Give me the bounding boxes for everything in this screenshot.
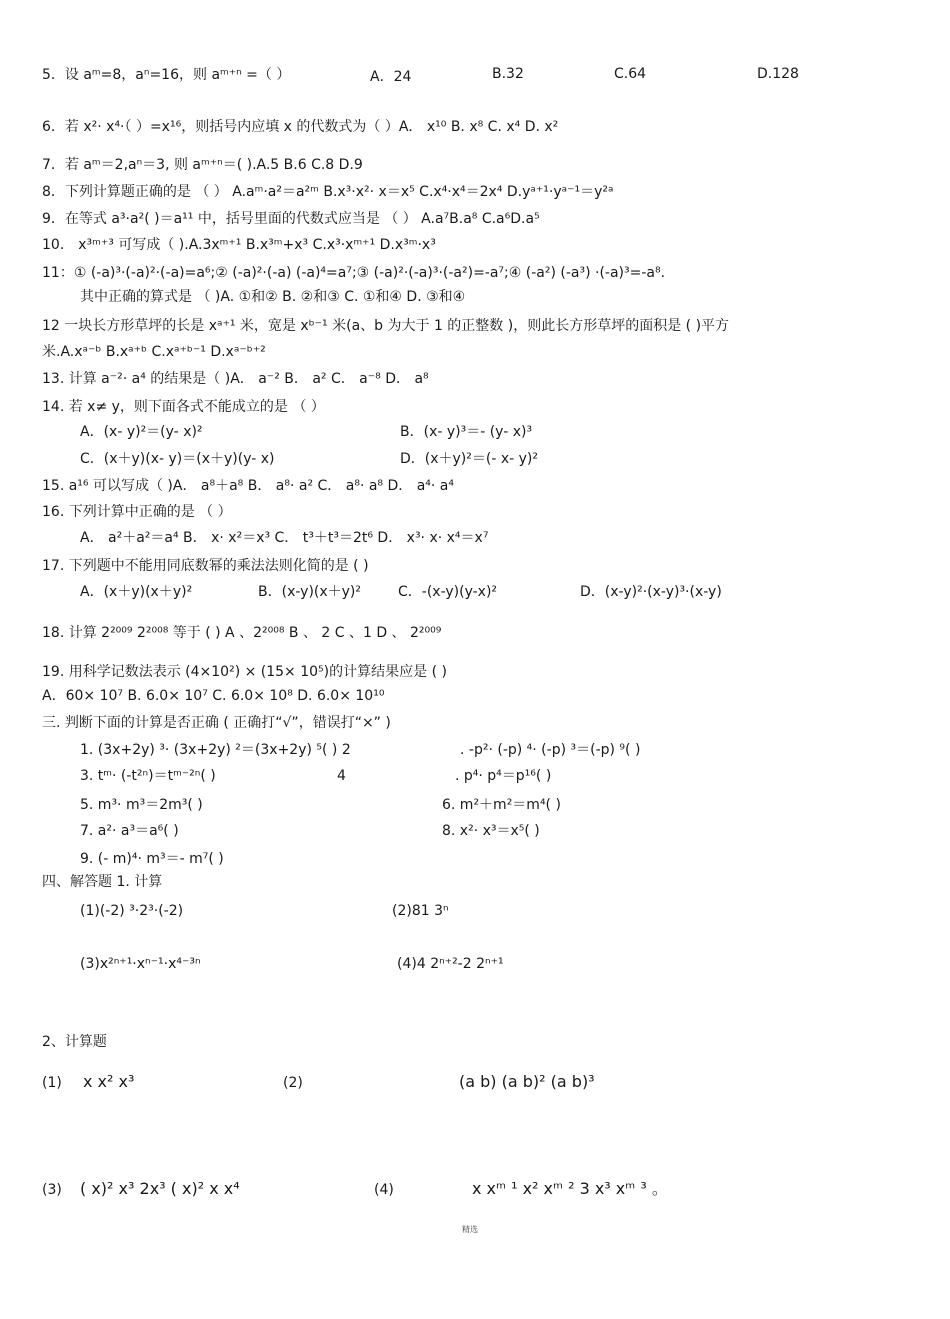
judge-item-9: 9. (- m)⁴· m³＝- m⁷( )	[80, 851, 224, 867]
compute-3-number: (3)	[42, 1182, 62, 1198]
question-16: 16. 下列计算中正确的是 （ ）	[42, 504, 232, 520]
calc-problem-1: (1)(-2) ³·2³·(-2)	[80, 903, 184, 919]
question-15: 15. a¹⁶ 可以写成（ )A． a⁸＋a⁸ B． a⁸· a² C． a⁸· a⁸ D． a⁴· a⁴	[42, 478, 455, 494]
judge-item-6: 6. m²＋m²＝m⁴( )	[442, 797, 561, 813]
question-14-option-c: C．(x＋y)(x- y)＝(x＋y)(y- x)	[80, 451, 275, 467]
question-5-option-a: A．24	[370, 69, 412, 85]
question-5	[42, 66, 290, 84]
judge-item-7: 7. a²· a³＝a⁶( )	[80, 823, 179, 839]
question-17-option-b: B．(x-y)(x＋y)²	[258, 584, 362, 600]
question-14-option-d: D．(x＋y)²＝(- x- y)²	[400, 451, 538, 467]
question-18: 18. 计算 2²⁰⁰⁹ 2²⁰⁰⁸ 等于 ( ) A 、2²⁰⁰⁸ B 、 2 C 、1 D 、 2²⁰⁰⁹	[42, 625, 442, 641]
question-17-option-d: D．(x-y)²·(x-y)³·(x-y)	[580, 584, 722, 600]
compute-2-expression: (a b) (a b)² (a b)³	[459, 1072, 595, 1091]
question-17-option-a: A．(x＋y)(x＋y)²	[80, 584, 193, 600]
question-11-line-2: 其中正确的算式是 （ )A. ①和② B. ②和③ C. ①和④ D. ③和④	[80, 289, 466, 305]
question-12-line-2: 米.A.xᵃ⁻ᵇ B.xᵃ⁺ᵇ C.xᵃ⁺ᵇ⁻¹ D.xᵃ⁻ᵇ⁺²	[42, 344, 266, 360]
judge-item-1: 1. (3x+2y) ³· (3x+2y) ²＝(3x+2y) ⁵( ) 2	[80, 742, 351, 758]
compute-1-expression: x x² x³	[83, 1072, 135, 1091]
section-5-heading: 2、计算题	[42, 1034, 107, 1050]
question-17: 17. 下列题中不能用同底数幂的乘法法则化简的是 ( )	[42, 558, 369, 574]
question-11-line-1: 11：① (-a)³·(-a)²·(-a)=a⁶;② (-a)²·(-a) (-a)⁴=a⁷;③ (-a)²·(-a)³·(-a²)=-a⁷;④ (-a²) (-a³) ·(-a)³=-a⁸.	[42, 265, 666, 281]
question-14-option-b: B．(x- y)³＝- (y- x)³	[400, 424, 533, 440]
calc-problem-3: (3)x²ⁿ⁺¹·xⁿ⁻¹·x⁴⁻³ⁿ	[80, 956, 201, 972]
section-3-heading: 三. 判断下面的计算是否正确 ( 正确打“√”，错误打“×” )	[42, 715, 391, 731]
question-12-line-1: 12 一块长方形草坪的长是 xᵃ⁺¹ 米，宽是 xᵇ⁻¹ 米(a、b 为大于 1 的正整数 )，则此长方形草坪的面积是 ( )平方	[42, 318, 730, 334]
question-17-option-c: C．-(x-y)(y-x)²	[398, 584, 498, 600]
judge-item-8: 8. x²· x³＝x⁵( )	[442, 823, 540, 839]
judge-item-5: 5. m³· m³＝2m³( )	[80, 797, 203, 813]
compute-4-number: (4)	[374, 1182, 394, 1198]
question-13: 13. 计算 a⁻²· a⁴ 的结果是（ )A． a⁻² B． a² C． a⁻⁸ D． a⁸	[42, 371, 429, 387]
question-5-option-b: B.32	[492, 66, 524, 82]
question-9: 9．在等式 a³·a²( )＝a¹¹ 中，括号里面的代数式应当是 （ ） A.a⁷B.a⁸ C.a⁶D.a⁵	[42, 211, 540, 227]
question-6: 6．若 x²· x⁴·（ ）=x¹⁶，则括号内应填 x 的代数式为（ ）A． x¹⁰ B. x⁸ C. x⁴ D. x²	[42, 119, 559, 135]
calc-problem-2: (2)81 3ⁿ	[392, 903, 449, 919]
footer-mark: 精选	[462, 1225, 478, 1234]
question-14: 14. 若 x≠ y，则下面各式不能成立的是 （ ）	[42, 399, 325, 415]
compute-2-number: (2)	[283, 1075, 303, 1091]
judge-item-4: . p⁴· p⁴＝p¹⁶( )	[455, 768, 552, 784]
question-16-options: A． a²＋a²＝a⁴ B． x· x²＝x³ C． t³＋t³＝2t⁶ D． x³· x· x⁴＝x⁷	[80, 530, 489, 546]
compute-4-expression: x xᵐ ¹ x² xᵐ ² 3 x³ xᵐ ³ 。	[472, 1179, 668, 1198]
judge-item-2: . -p²· (-p) ⁴· (-p) ³＝(-p) ⁹( )	[460, 742, 641, 758]
question-8: 8．下列计算题正确的是 （ ） A.aᵐ·a²＝a²ᵐ B.x³·x²· x＝x⁵ C.x⁴·x⁴＝2x⁴ D.yᵃ⁺¹·yᵃ⁻¹＝y²ᵃ	[42, 184, 614, 200]
question-14-option-a: A．(x- y)²＝(y- x)²	[80, 424, 203, 440]
question-5-option-c: C.64	[614, 66, 647, 82]
judge-item-3: 3. tᵐ· (-t²ⁿ)＝tᵐ⁻²ⁿ( )	[80, 768, 216, 784]
question-7: 7．若 aᵐ＝2,aⁿ＝3, 则 aᵐ⁺ⁿ＝( ).A.5 B.6 C.8 D.9	[42, 157, 363, 173]
question-5-option-d: D.128	[757, 66, 799, 82]
section-4-heading: 四、解答题 1. 计算	[42, 874, 163, 890]
compute-3-expression: ( x)² x³ 2x³ ( x)² x x⁴	[80, 1179, 240, 1198]
question-5-stem: 5．设 aᵐ=8，aⁿ=16，则 aᵐ⁺ⁿ =（ ）	[42, 67, 291, 83]
calc-problem-4: (4)4 2ⁿ⁺²-2 2ⁿ⁺¹	[397, 956, 504, 972]
question-19-options: A．60× 10⁷ B. 6.0× 10⁷ C. 6.0× 10⁸ D. 6.0× 10¹⁰	[42, 688, 385, 704]
question-19: 19. 用科学记数法表示 (4×10²) × (15× 10⁵)的计算结果应是 ( )	[42, 664, 447, 680]
compute-1-number: (1)	[42, 1075, 62, 1091]
judge-item-4-number: 4	[337, 768, 346, 784]
question-10: 10． x³ᵐ⁺³ 可写成（ ).A.3xᵐ⁺¹ B.x³ᵐ+x³ C.x³·xᵐ⁺¹ D.x³ᵐ·x³	[42, 237, 436, 253]
